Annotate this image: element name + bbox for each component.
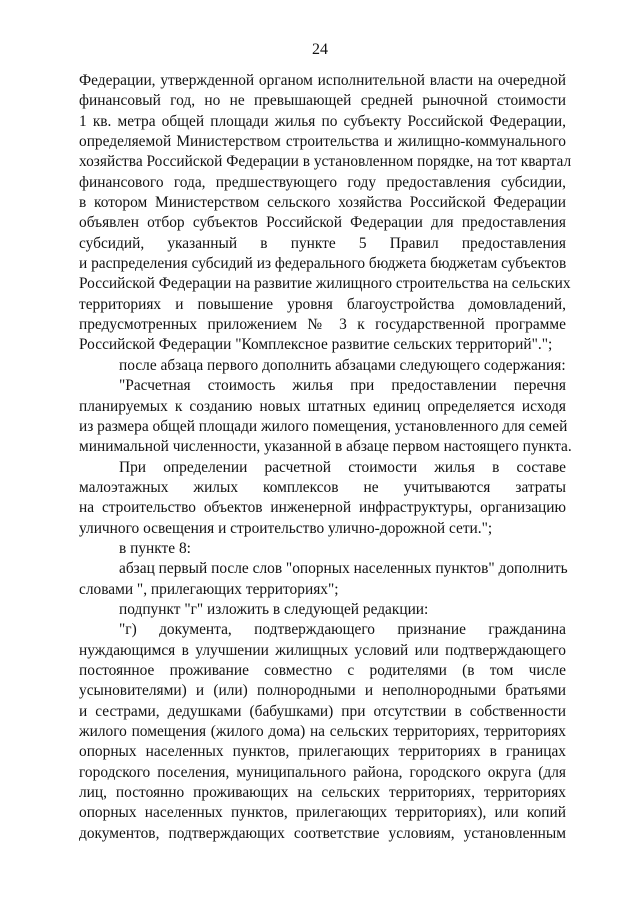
text-line: лиц, постоянно проживающих на сельских территориях, территориях [79, 784, 566, 802]
text-line: словами ", прилегающих территориях"; [79, 580, 339, 598]
text-line: "Расчетная стоимость жилья при предоставлении перечня [119, 377, 566, 395]
text-line: "г) документа, подтверждающего признание гражданина [119, 621, 566, 639]
text-line: субсидий, указанный в пункте 5 Правил предоставления [79, 234, 566, 252]
text-line: уличного освещения и строительство улично-дорожной сети."; [79, 519, 493, 537]
text-line: в пункте 8: [119, 539, 191, 557]
text-line: 1 кв. метра общей площади жилья по субъекту Российской Федерации, [79, 112, 566, 130]
text-line: и сестрами, дедушками (бабушками) при отсутствии в собственности [79, 702, 566, 720]
text-line: опорных населенных пунктов, прилегающих территориях), или копий [79, 804, 566, 822]
text-line: определяемой Министерством строительства и жилищно-коммунального [79, 133, 566, 151]
text-line: усыновителями) и (или) полнородными и неполнородными братьями [79, 682, 566, 700]
page-number: 24 [312, 41, 328, 58]
text-line: предусмотренных приложением № 3 к государственной программе [79, 316, 566, 334]
text-line: и распределения субсидий из федерального бюджета бюджетам субъектов [79, 255, 567, 273]
text-line: жилого помещения (жилого дома) на сельских территориях, территориях [79, 723, 566, 740]
text-line: нуждающимся в улучшении жилищных условий или подтверждающего [79, 641, 566, 659]
text-line: постоянное проживание совместно с родителями (в том числе [79, 661, 566, 679]
text-line: Российской Федерации на развитие жилищного строительства на сельских [79, 275, 571, 293]
text-line: в котором Министерством сельского хозяйства Российской Федерации [79, 194, 566, 212]
text-line: документов, подтверждающих соответствие условиям, установленным [79, 824, 566, 842]
text-line: малоэтажных жилых комплексов не учитываются затраты [79, 478, 566, 496]
text-line: на строительство объектов инженерной инфраструктуры, организацию [79, 499, 566, 517]
text-line: городского поселения, муниципального района, городского округа (для [79, 763, 566, 781]
text-line: абзац первый после слов "опорных населенных пунктов" дополнить [119, 560, 568, 578]
text-line: Федерации, утвержденной органом исполнительной власти на очередной [79, 72, 566, 89]
text-line: финансовый год, но не превышающей средней рыночной стоимости [79, 92, 566, 110]
text-line: после абзаца первого дополнить абзацами следующего содержания: [119, 356, 566, 374]
text-line: минимальной численности, указанной в абзаце первом настоящего пункта. [79, 438, 572, 456]
text-line: планируемых к созданию новых штатных единиц определяется исходя [79, 397, 566, 415]
text-line: Российской Федерации "Комплексное развитие сельских территорий"."; [79, 336, 553, 354]
text-line: хозяйства Российской Федерации в установленном порядке, на тот квартал [79, 153, 572, 171]
text-line: подпункт "г" изложить в следующей редакции: [119, 600, 429, 618]
document-body [79, 71, 572, 844]
text-line: из размера общей площади жилого помещения, установленного для семей [79, 417, 568, 435]
text-line: финансового года, предшествующего году предоставления субсидии, [79, 173, 566, 191]
text-line: объявлен отбор субъектов Российской Федерации для предоставления [79, 214, 566, 232]
text-line: территориях и повышение уровня благоустройства домовладений, [79, 295, 566, 313]
text-line: При определении расчетной стоимости жилья в составе [119, 458, 566, 476]
text-line: опорных населенных пунктов, прилегающих территориях в границах [79, 743, 566, 761]
